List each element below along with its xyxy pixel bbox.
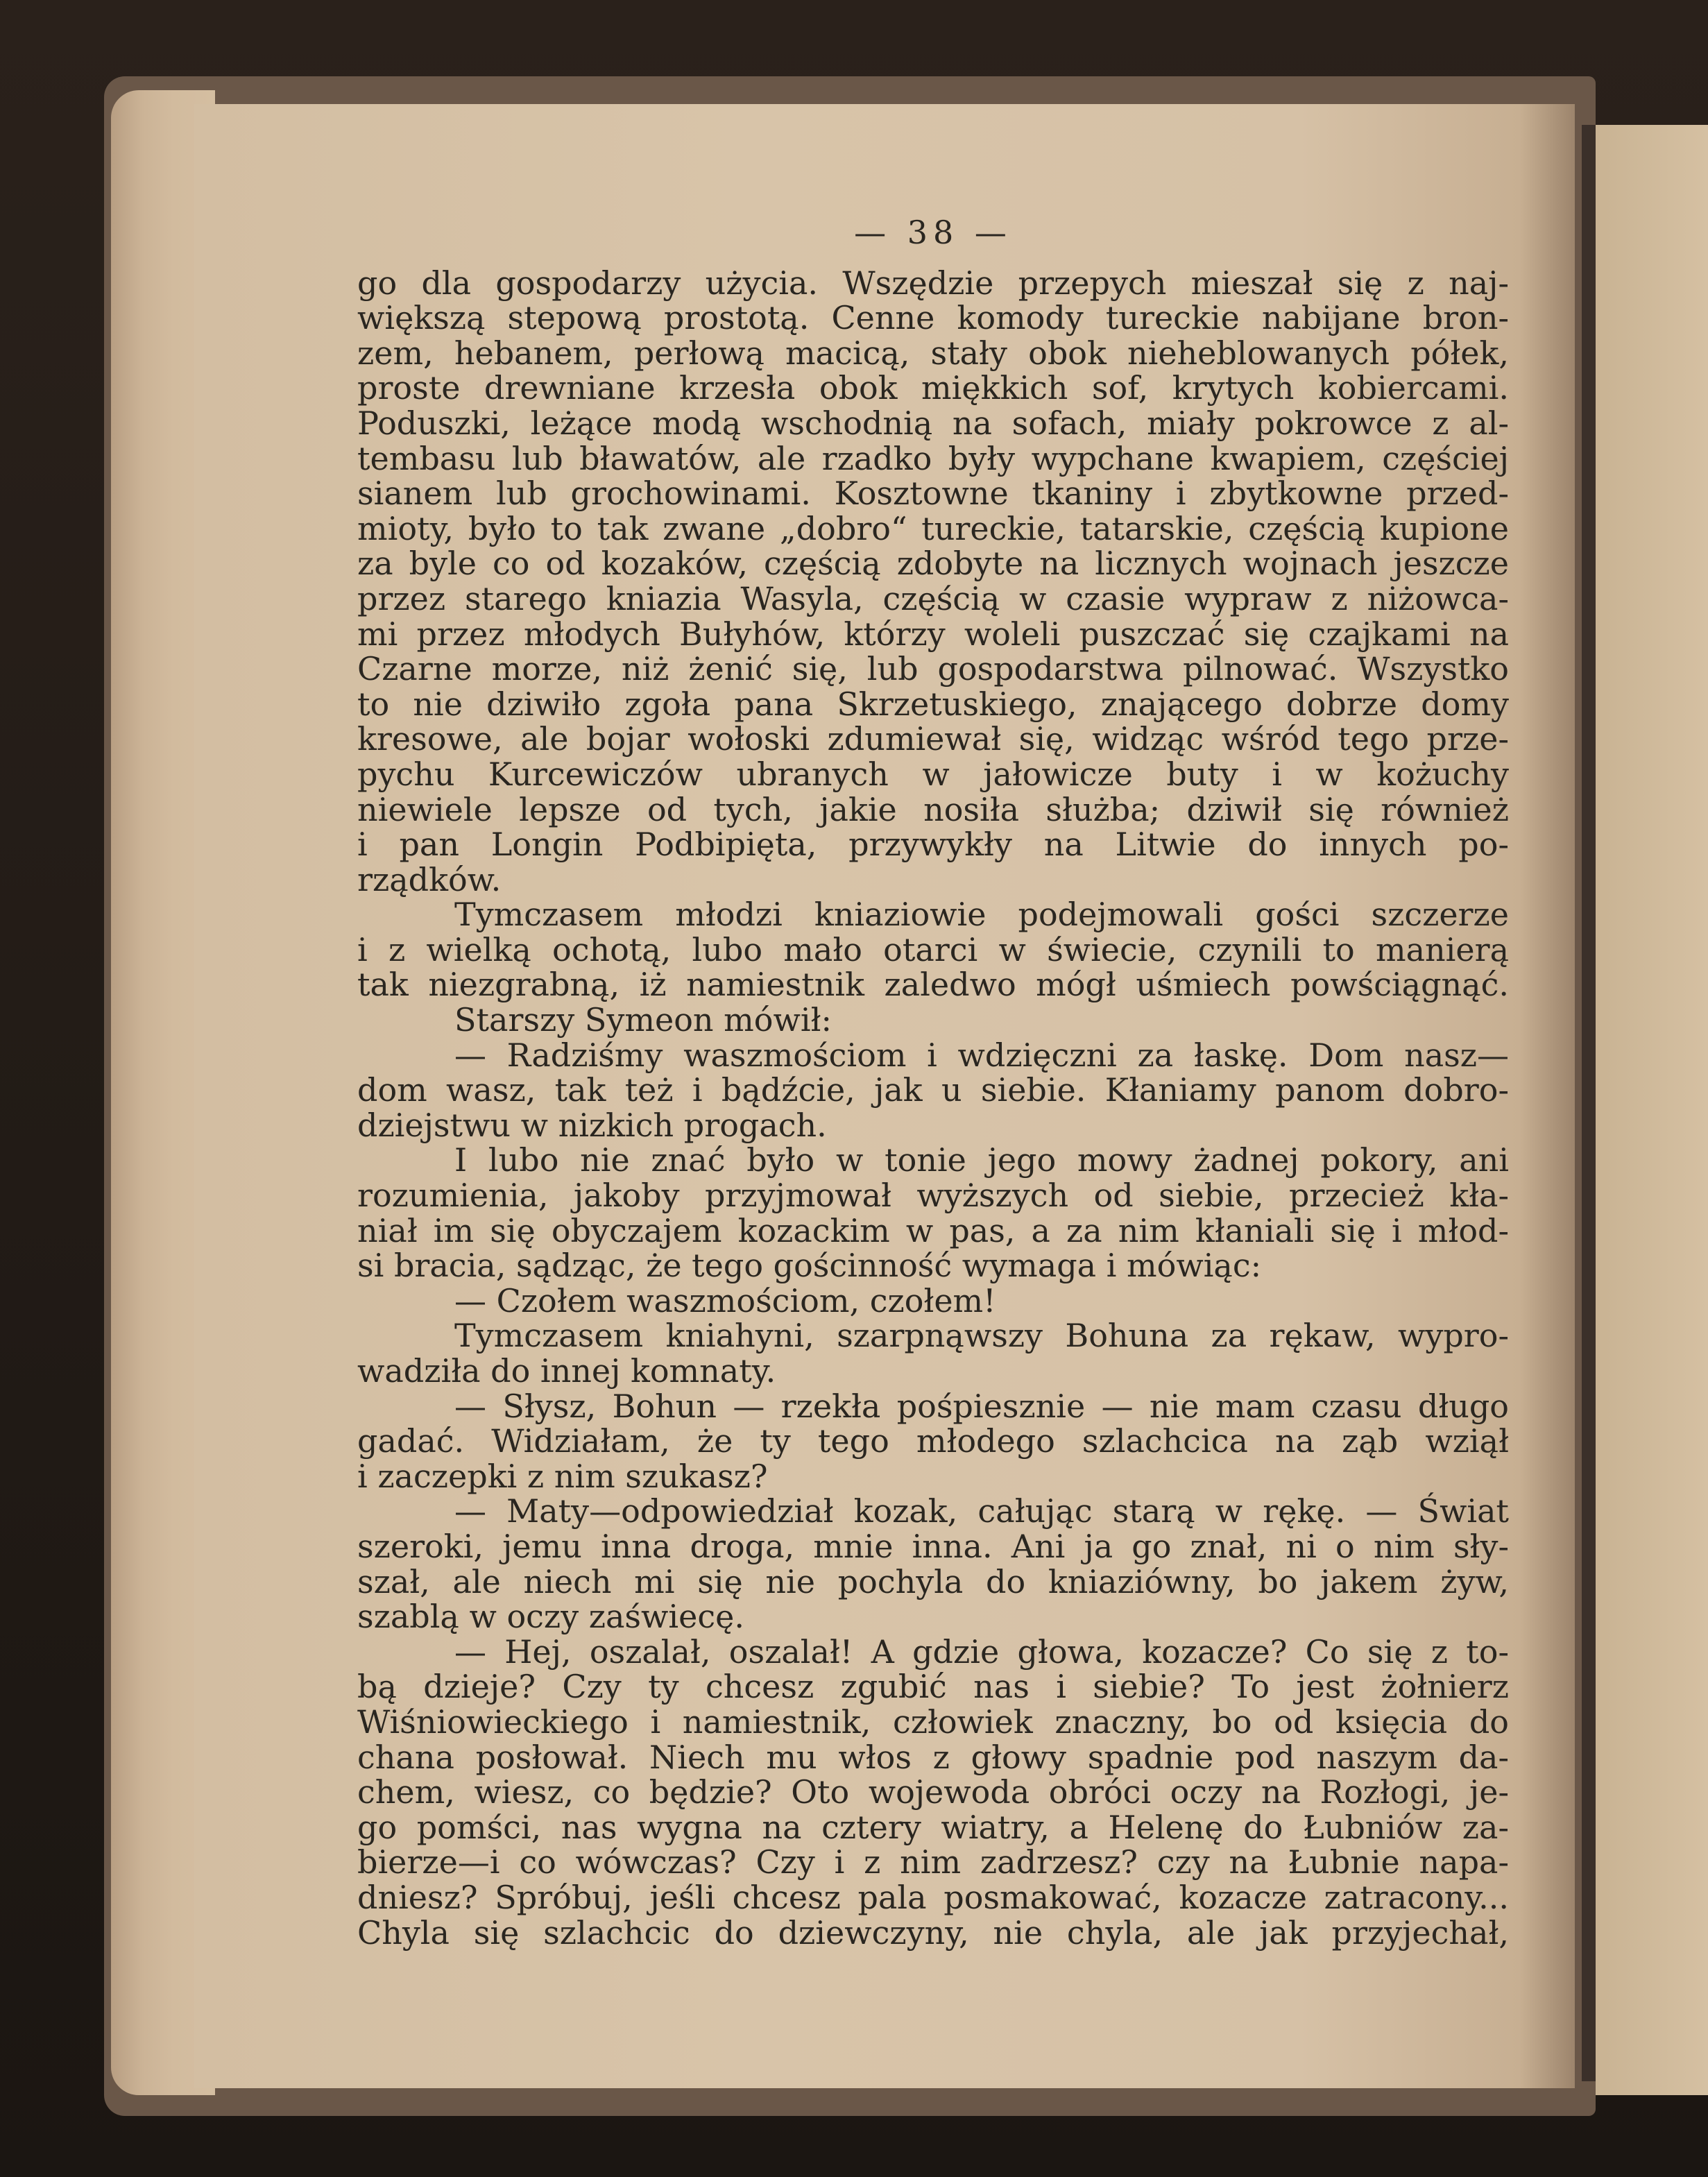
text-line: — Czołem waszmościom, czołem! <box>454 1281 996 1320</box>
text-line: i z wielką ochotą, lubo mało otarci w świecie, czynili to manierą <box>357 930 1509 968</box>
text-line: pychu Kurcewiczów ubranych w jałowicze buty i w kożuchy <box>357 755 1509 793</box>
text-line: tembasu lub bławatów, ale rzadko były wypchane kwapiem, częściej <box>357 439 1509 477</box>
text-line: bą dzieje? Czy ty chcesz zgubić nas i siebie? To jest żołnierz <box>357 1668 1509 1706</box>
text-line: Chyla się szlachcic do dziewczyny, nie chyla, ale jak przyjechał, <box>357 1913 1509 1952</box>
text-line: niał im się obyczajem kozackim w pas, a za nim kłaniali się i młod- <box>357 1211 1509 1249</box>
text-line: chana posłował. Niech mu włos z głowy spadnie pod naszym da- <box>357 1738 1509 1776</box>
text-line: Starszy Symeon mówił: <box>454 1001 832 1039</box>
text-line: niewiele lepsze od tych, jakie nosiła służba; dziwił się również <box>357 790 1509 828</box>
text-line: szablą w oczy zaświecę. <box>357 1598 744 1636</box>
text-line: dom wasz, tak też i bądźcie, jak u siebie. Kłaniamy panom dobro- <box>357 1071 1509 1109</box>
text-line: szał, ale niech mi się nie pochyla do kniaziówny, bo jakem żyw, <box>357 1562 1509 1600</box>
text-line: Tymczasem młodzi kniaziowie podejmowali gości szczerze <box>454 896 1509 934</box>
text-line: Poduszki, leżące modą wschodnią na sofach, miały pokrowce z al- <box>357 404 1509 442</box>
text-line: chem, wiesz, co będzie? Oto wojewoda obróci oczy na Rozłogi, je- <box>357 1773 1509 1811</box>
text-line: przez starego kniazia Wasyla, częścią w czasie wypraw z niżowca- <box>357 579 1509 617</box>
text-line: za byle co od kozaków, częścią zdobyte na licznych wojnach jeszcze <box>357 545 1509 583</box>
text-line: gadać. Widziałam, że ty tego młodego szlachcica na ząb wziął <box>357 1422 1509 1460</box>
text-line: i pan Longin Podbipięta, przywykły na Litwie do innych po- <box>357 826 1509 864</box>
text-line: większą stepową prostotą. Cenne komody tureckie nabijane bron- <box>357 299 1509 337</box>
text-line: szeroki, jemu inna droga, mnie inna. Ani ja go znał, ni o nim sły- <box>357 1527 1509 1565</box>
text-line: zem, hebanem, perłową macicą, stały obok nieheblowanych półek, <box>357 334 1509 372</box>
text-line: sianem lub grochowinami. Kosztowne tkaniny i zbytkowne przed- <box>357 475 1509 513</box>
next-page-edge <box>1596 125 1708 2095</box>
text-line: Tymczasem kniahyni, szarpnąwszy Bohuna za rękaw, wypro- <box>454 1317 1509 1355</box>
text-line: rządków. <box>357 860 502 898</box>
text-line: rozumienia, jakoby przyjmował wyższych od siebie, przecież kła- <box>357 1177 1509 1215</box>
page-text <box>357 215 1509 1950</box>
text-line: dniesz? Spróbuj, jeśli chcesz pala posmakować, kozacze zatracony... <box>357 1878 1509 1916</box>
text-line: — Słysz, Bohun — rzekła pośpiesznie — nie mam czasu długo <box>454 1387 1509 1425</box>
text-lines <box>357 266 1509 1951</box>
text-line: Wiśniowieckiego i namiestnik, człowiek znaczny, bo od księcia do <box>357 1702 1509 1741</box>
text-line: — Radziśmy waszmościom i wdzięczni za łaskę. Dom nasz— <box>454 1036 1509 1074</box>
text-line: mioty, było to tak zwane „dobro“ tureckie, tatarskie, częścią kupione <box>357 509 1509 547</box>
page-number: — 38 — <box>854 214 1012 251</box>
text-line: dziejstwu w nizkich progach. <box>357 1106 827 1144</box>
text-line: go pomści, nas wygna na cztery wiatry, a Helenę do Łubniów za- <box>357 1808 1509 1846</box>
text-line: kresowe, ale bojar wołoski zdumiewał się, widząc wśród tego prze- <box>357 720 1509 758</box>
text-line: tak niezgrabną, iż namiestnik zaledwo mógł uśmiech powściągnąć. <box>357 966 1509 1004</box>
text-line: si bracia, sądząc, że tego gościnność wymaga i mówiąc: <box>357 1247 1262 1285</box>
text-line: Czarne morze, niż żenić się, lub gospodarstwa pilnować. Wszystko <box>357 650 1509 688</box>
text-line: I lubo nie znać było w tonie jego mowy żadnej pokory, ani <box>454 1141 1509 1179</box>
text-line: i zaczepki z nim szukasz? <box>357 1457 768 1495</box>
text-line: mi przez młodych Bułyhów, którzy woleli puszczać się czajkami na <box>357 615 1509 653</box>
text-line: wadziła do innej komnaty. <box>357 1352 776 1390</box>
text-line: to nie dziwiło zgoła pana Skrzetuskiego, znającego dobrze domy <box>357 685 1509 723</box>
text-line: proste drewniane krzesła obok miękkich sof, krytych kobiercami. <box>357 369 1509 407</box>
text-line: bierze—i co wówczas? Czy i z nim zadrzesz? czy na Łubnie napa- <box>357 1843 1509 1881</box>
text-line: — Maty—odpowiedział kozak, całując starą w rękę. — Świat <box>454 1492 1509 1530</box>
text-line: go dla gospodarzy użycia. Wszędzie przepych mieszał się z naj- <box>357 264 1509 302</box>
text-line: — Hej, oszalał, oszalał! A gdzie głowa, kozacze? Co się z to- <box>454 1632 1509 1671</box>
